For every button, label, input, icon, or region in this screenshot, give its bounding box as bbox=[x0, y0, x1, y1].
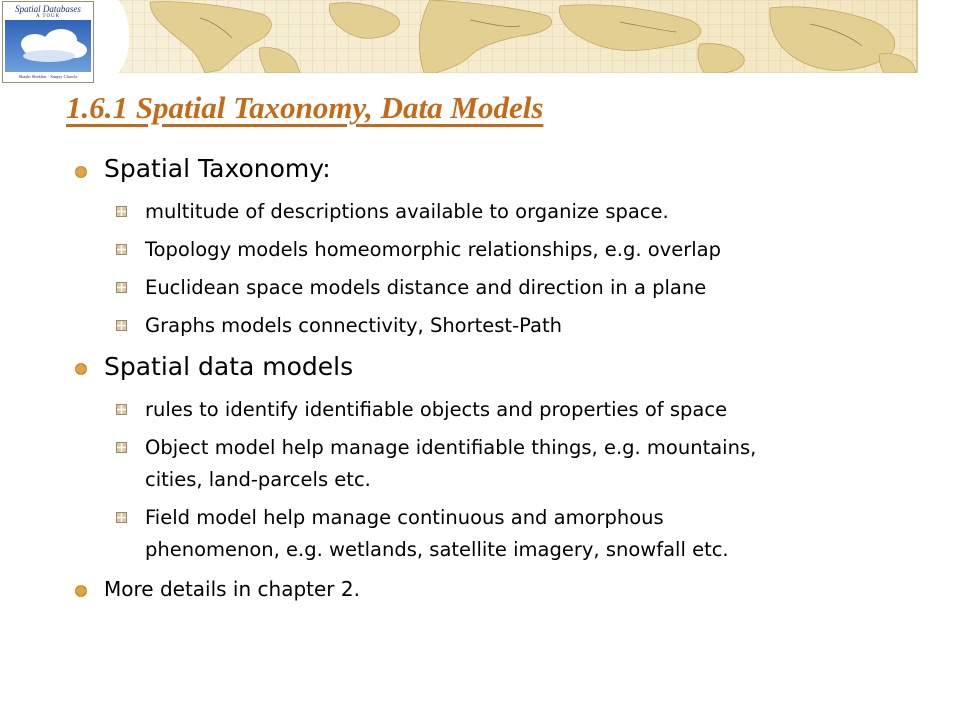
world-map-image bbox=[0, 0, 918, 73]
diamond-bullet-icon bbox=[74, 584, 88, 598]
world-map-banner bbox=[0, 0, 918, 73]
square-bullet-icon bbox=[116, 442, 127, 453]
square-bullet-icon bbox=[116, 244, 127, 255]
list-item-line-2: phenomenon, e.g. wetlands, satellite imagery, snowfall etc. bbox=[145, 538, 729, 561]
list-item-line-1: Object model help manage identifiable things, e.g. mountains, bbox=[145, 436, 757, 459]
book-cover bbox=[2, 1, 94, 83]
square-bullet-icon bbox=[116, 282, 127, 293]
page-title: 1.6.1 Spatial Taxonomy, Data Models bbox=[66, 90, 544, 125]
square-bullet-icon bbox=[116, 320, 127, 331]
list-item-line-1: Field model help manage continuous and amorphous bbox=[145, 506, 664, 529]
book-cover-clouds-image bbox=[5, 4, 91, 80]
list-item: Euclidean space models distance and direction in a plane bbox=[145, 276, 707, 299]
section-heading-spatial-data-models: Spatial data models bbox=[104, 352, 354, 381]
list-item: multitude of descriptions available to organize space. bbox=[145, 200, 669, 223]
footer-bullet-text: More details in chapter 2. bbox=[104, 577, 360, 601]
cover-subtitle: A TOUR bbox=[35, 14, 60, 19]
square-bullet-icon bbox=[116, 206, 127, 217]
cover-authors: Shashi Shekhar · Sanjay Chawla bbox=[18, 74, 78, 79]
square-bullet-icon bbox=[116, 404, 127, 415]
list-item-line-2: cities, land-parcels etc. bbox=[145, 468, 371, 491]
diamond-bullet-icon bbox=[74, 362, 88, 376]
square-bullet-icon bbox=[116, 512, 127, 523]
list-item: rules to identify identifiable objects and properties of space bbox=[145, 398, 728, 421]
section-heading-spatial-taxonomy: Spatial Taxonomy: bbox=[104, 154, 331, 183]
list-item: Topology models homeomorphic relationships, e.g. overlap bbox=[145, 238, 721, 261]
diamond-bullet-icon bbox=[74, 165, 88, 179]
list-item: Graphs models connectivity, Shortest-Path bbox=[145, 314, 562, 337]
cover-title: Spatial Databases bbox=[15, 4, 81, 14]
